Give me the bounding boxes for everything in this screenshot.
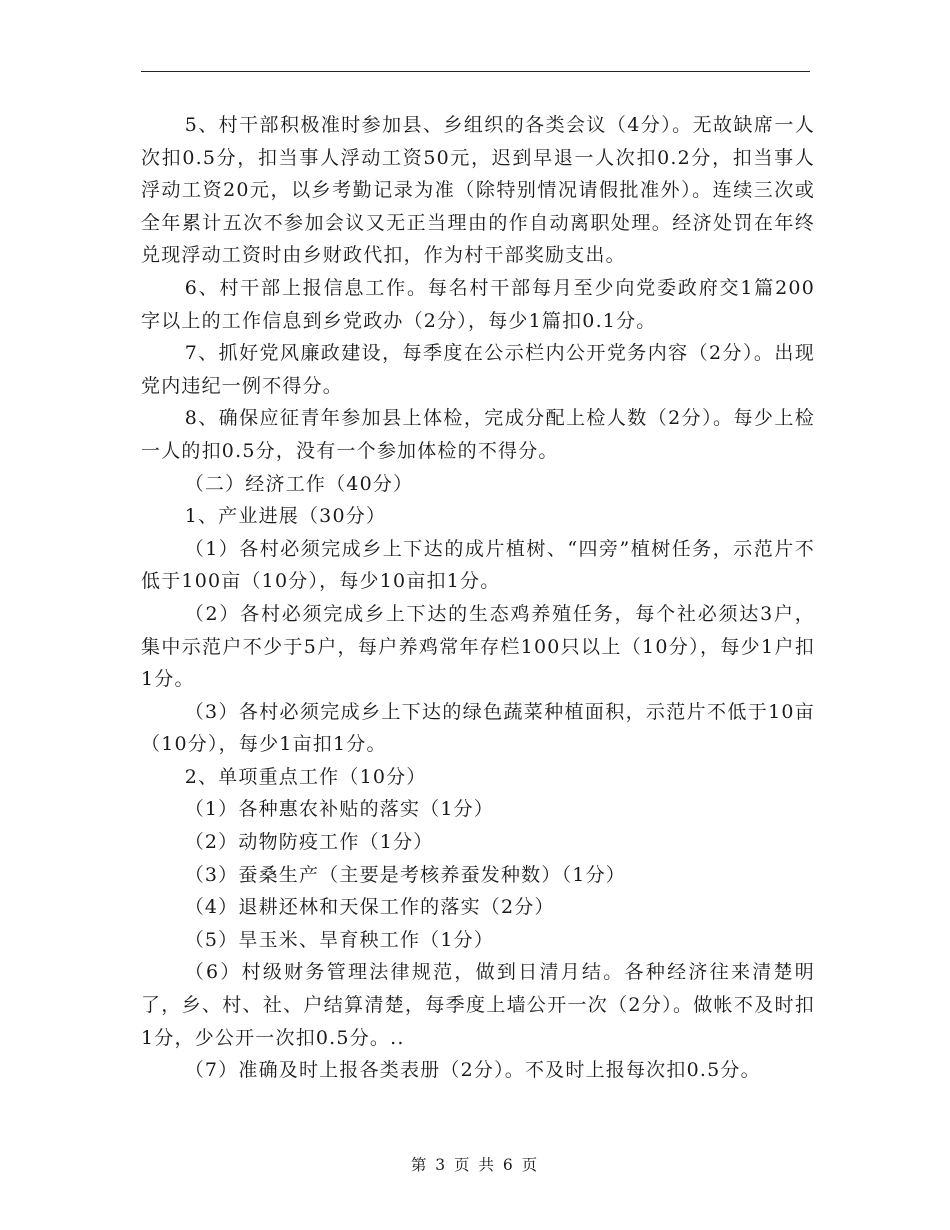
document-body [141, 109, 815, 1087]
subsection-heading-key-work: 2、单项重点工作（10分） [184, 765, 427, 788]
subsection-heading-industry: 1、产业进展（30分） [184, 505, 387, 528]
paragraph-item-6: 6、村干部上报信息工作。每名村干部每月至少向党委政府交1篇200字以上的工作信息到乡党政办（2分），每少1篇扣0.1分。 [141, 276, 815, 332]
paragraph-key-work-7: （7）准确及时上报各类表册（2分）。不及时上报每次扣0.5分。 [184, 1059, 761, 1082]
paragraph-industry-2: （2）各村必须完成乡上下达的生态鸡养殖任务，每个社必须达3户，集中示范户不少于5户，每户养鸡常年存栏100只以上（10分），每少1户扣1分。 [141, 602, 815, 691]
paragraph-item-8: 8、确保应征青年参加县上体检，完成分配上检人数（2分）。每少上检一人的扣0.5分，没有一个参加体检的不得分。 [141, 407, 815, 462]
paragraph-key-work-3: （3）蚕桑生产（主要是考核养蚕发种数）（1分） [184, 863, 626, 886]
paragraph-key-work-4: （4）退耕还林和天保工作的落实（2分） [184, 896, 555, 919]
paragraph-key-work-5: （5）旱玉米、旱育秧工作（1分） [184, 928, 495, 951]
paragraph-key-work-6: （6）村级财务管理法律规范，做到日清月结。各种经济往来清楚明了，乡、村、社、户结算清楚，每季度上墙公开一次（2分）。做帐不及时扣1分，少公开一次扣0.5分。.. [141, 961, 815, 1049]
paragraph-key-work-2: （2）动物防疫工作（1分） [184, 831, 434, 854]
page-number: 第 3 页 共 6 页 [410, 1156, 540, 1174]
section-heading-economic: （二）经济工作（40分） [184, 472, 414, 495]
paragraph-key-work-1: （1）各种惠农补贴的落实（1分） [184, 798, 495, 821]
paragraph-item-5: 5、村干部积极准时参加县、乡组织的各类会议（4分）。无故缺席一人次扣0.5分，扣当事人浮动工资50元，迟到早退一人次扣0.2分，扣当事人浮动工资20元，以乡考勤记录为准（除特别情况请假批准外）。连续三次或全年累计五次不参加会议又无正当理由的作自动离职处理。经济处罚在年终兑现浮动工资时由乡财政代扣，作为村干部奖励支出。 [141, 114, 815, 267]
paragraph-item-7: 7、抓好党风廉政建设，每季度在公示栏内公开党务内容（2分）。出现党内违纪一例不得分。 [141, 342, 815, 397]
paragraph-industry-1: （1）各村必须完成乡上下达的成片植树、“四旁”植树任务，示范片不低于100亩（10分），每少10亩扣1分。 [141, 537, 815, 593]
header-rule [141, 71, 810, 72]
paragraph-industry-3: （3）各村必须完成乡上下达的绿色蔬菜种植面积，示范片不低于10亩（10分），每少1亩扣1分。 [141, 700, 815, 756]
